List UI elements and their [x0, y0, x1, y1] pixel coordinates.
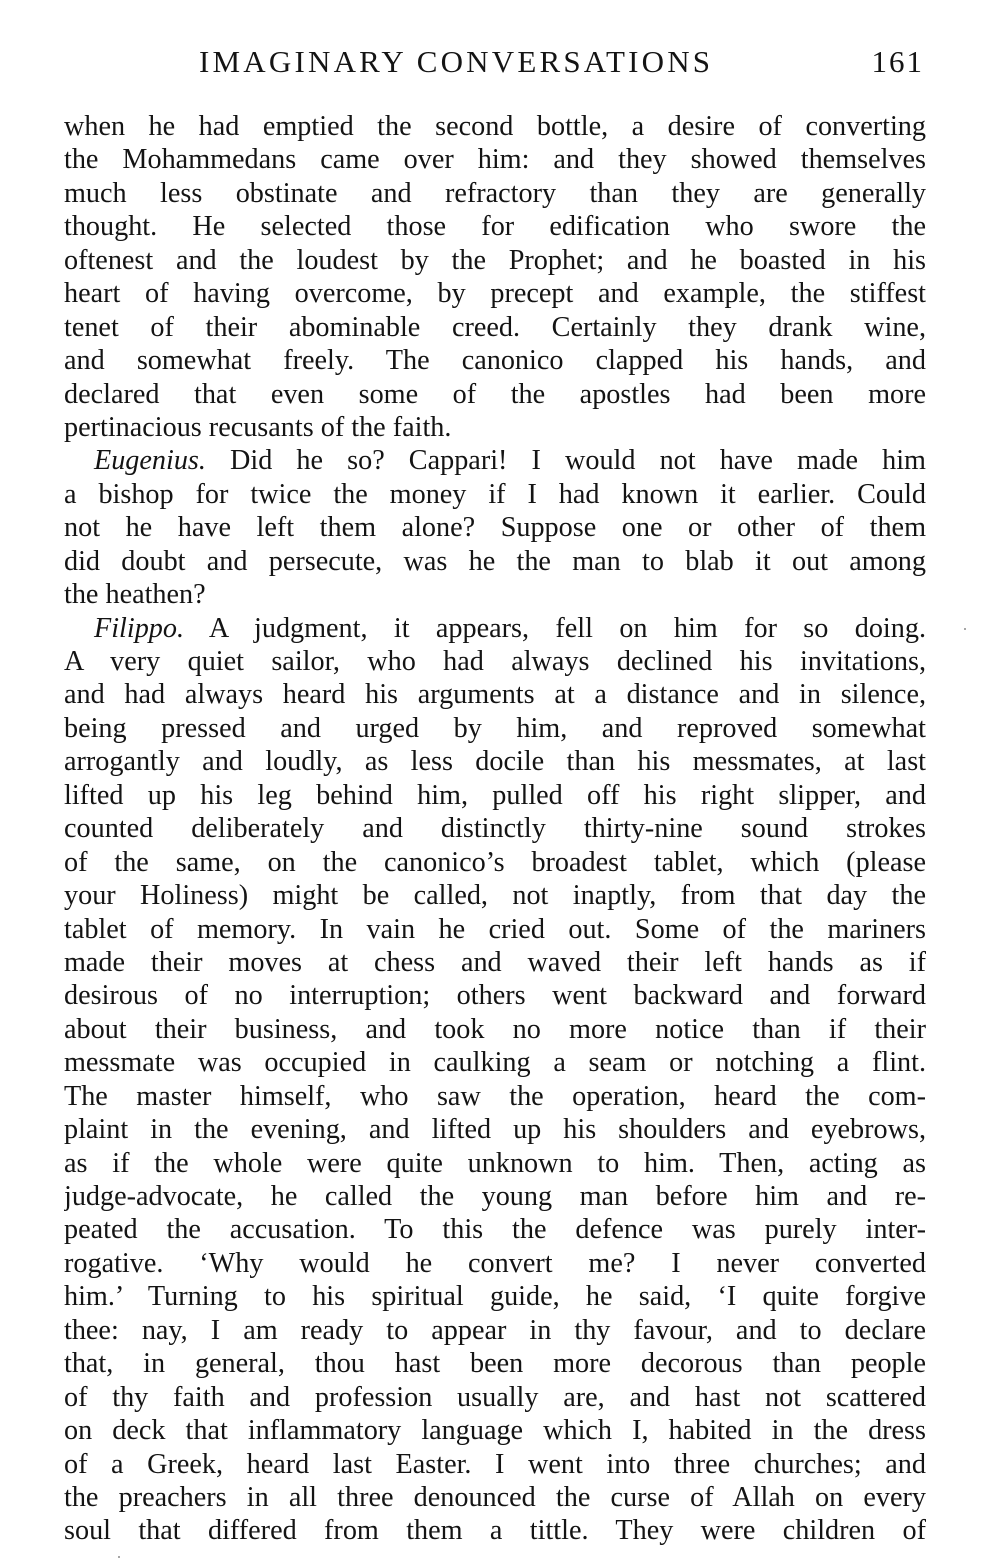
text-line: rogative. ‘Why would he convert me? I never converted — [64, 1247, 926, 1279]
text-line: tablet of memory. In vain he cried out. Some of the mariners — [64, 913, 926, 945]
speech-first-line — [64, 444, 926, 477]
text-line: a bishop for twice the money if I had known it earlier. Could — [64, 478, 926, 510]
text-line: your Holiness) might be called, not inaptly, from that day the — [64, 880, 926, 912]
text-line: declared that even some of the apostles had been more — [64, 378, 926, 410]
text-line: arrogantly and loudly, as less docile than his messmates, at last — [64, 746, 926, 778]
text-line: him.’ Turning to his spiritual guide, he said, ‘I quite forgive — [64, 1281, 926, 1313]
text-line: about their business, and took no more notice than if their — [64, 1013, 926, 1045]
speech-text: Did he so? Cappari! I would not have made him — [205, 445, 926, 477]
speech-text: A judgment, it appears, fell on him for so doing. — [184, 612, 926, 644]
text-line: as if the whole were quite unknown to him. Then, acting as — [64, 1147, 926, 1179]
text-line: counted deliberately and distinctly thirty-nine sound strokes — [64, 813, 926, 845]
running-header — [64, 44, 924, 94]
text-line: that, in general, thou hast been more decorous than people — [64, 1348, 926, 1380]
text-line: when he had emptied the second bottle, a desire of converting — [64, 111, 926, 142]
text-line: A very quiet sailor, who had always declined his invitations, — [64, 646, 926, 677]
print-speck — [964, 628, 966, 630]
text-line: tenet of their abominable creed. Certainly they drank wine, — [64, 311, 926, 343]
text-line: the Mohammedans came over him: and they showed themselves — [64, 144, 926, 176]
page-number: 161 — [871, 44, 924, 79]
speech-first-line — [64, 612, 926, 645]
text-line: desirous of no interruption; others went backward and forward — [64, 980, 926, 1012]
text-line: heart of having overcome, by precept and example, the stiffest — [64, 278, 926, 310]
text-line: made their moves at chess and waved their left hands as if — [64, 946, 926, 978]
text-line: on deck that inflammatory language which I, habited in the dress — [64, 1415, 926, 1447]
speaker-name: Filippo. — [94, 612, 185, 644]
text-line: and somewhat freely. The canonico clapped his hands, and — [64, 345, 926, 377]
text-line: oftenest and the loudest by the Prophet; and he boasted in his — [64, 244, 926, 276]
text-line: and had always heard his arguments at a distance and in silence, — [64, 679, 926, 711]
running-title: IMAGINARY CONVERSATIONS — [199, 44, 714, 79]
text-line: pertinacious recusants of the faith. — [64, 411, 452, 443]
body-text — [64, 110, 926, 1548]
text-line: The master himself, who saw the operation, heard the com- — [64, 1080, 926, 1112]
text-line: the preachers in all three denounced the curse of Allah on every — [64, 1481, 926, 1513]
text-line: not he have left them alone? Suppose one or other of them — [64, 512, 926, 544]
print-speck — [118, 1556, 120, 1558]
text-line: of the same, on the canonico’s broadest tablet, which (please — [64, 846, 926, 878]
text-line: of a Greek, heard last Easter. I went into three churches; and — [64, 1448, 926, 1480]
text-line: lifted up his leg behind him, pulled off his right slipper, and — [64, 779, 926, 811]
text-line: peated the accusation. To this the defence was purely inter- — [64, 1214, 926, 1246]
text-line: being pressed and urged by him, and reproved somewhat — [64, 712, 926, 744]
text-line: did doubt and persecute, was he the man to blab it out among — [64, 545, 926, 577]
text-line: plaint in the evening, and lifted up his shoulders and eyebrows, — [64, 1114, 926, 1146]
text-line: judge-advocate, he called the young man before him and re- — [64, 1181, 926, 1212]
text-line: of thy faith and profession usually are, and hast not scattered — [64, 1381, 926, 1413]
text-line: thought. He selected those for edification who swore the — [64, 211, 926, 243]
text-line: soul that differed from them a tittle. They were children of — [64, 1515, 926, 1547]
text-line: messmate was occupied in caulking a seam or notching a flint. — [64, 1047, 926, 1079]
text-line: thee: nay, I am ready to appear in thy favour, and to declare — [64, 1314, 926, 1346]
text-line: the heathen? — [64, 579, 206, 611]
speaker-name: Eugenius. — [94, 445, 206, 477]
text-line: much less obstinate and refractory than they are generally — [64, 177, 926, 209]
